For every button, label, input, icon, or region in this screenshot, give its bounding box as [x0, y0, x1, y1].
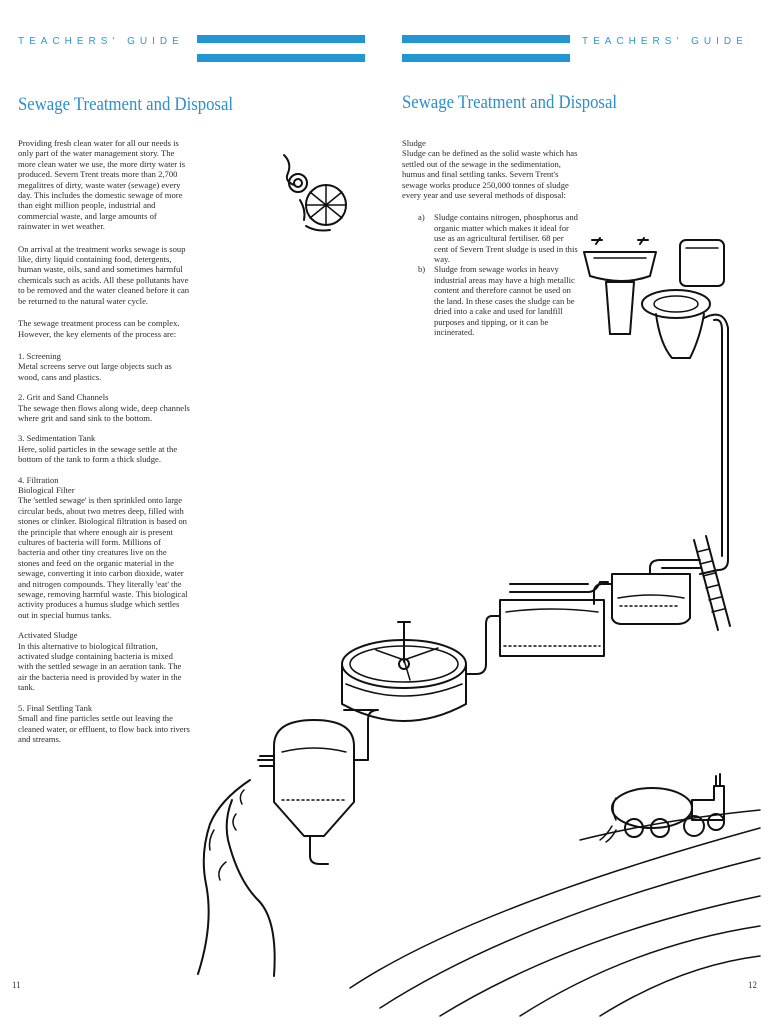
- step-text: The 'settled sewage' is then sprinkled onto large circular beds, about two metres deep, filled with stones or clinker. Biological filtration is based on the principle that where enough air is present cultures of bacteria will form. Millions of bacteria and other tiny creatures live on the stones and feed on the organic material in the sewage, converting it into carbon dioxide, water and nitrogen compounds. They literally 'eat' the sewage, removing harmful waste. This biological activity produces a humus sludge which settles out in special humus tanks.: [18, 495, 188, 620]
- step-text: Metal screens serve out large objects such as wood, cans and plastics.: [18, 361, 172, 382]
- left-page-number: 11: [12, 980, 21, 990]
- screen-grid-icon: [694, 536, 730, 630]
- step-heading: 3. Sedimentation Tank: [18, 433, 96, 444]
- sludge-paragraph: Sludge can be defined as the solid waste which has settled out of the sewage in the sedimentation, humus and final settling tanks. Severn Trent's sewage works produce 250,000 tonnes of sludge every year and use several methods of disposal:: [402, 148, 578, 201]
- step-heading: Activated Sludge: [18, 630, 78, 641]
- biological-filter: [342, 622, 466, 721]
- field-furrows: [350, 810, 760, 1016]
- sludge-heading: Sludge: [402, 138, 426, 148]
- step-subheading: Biological Filter: [18, 484, 75, 495]
- list-marker: a): [418, 212, 425, 223]
- step-heading: 5. Final Settling Tank: [18, 702, 93, 713]
- sedimentation-tank: [258, 710, 378, 864]
- list-item-text: Sludge from sewage works in heavy industrial areas may have a high metallic content and therefore cannot be used on the land. In these cases the sludge can be dried into a cake and used for landfill purposes and tipping, or it can be incinerated.: [434, 264, 575, 337]
- right-page-title: Sewage Treatment and Disposal: [402, 92, 618, 113]
- intro-paragraph-3: The sewage treatment process can be complex. However, the key elements of the process are:: [18, 318, 180, 339]
- settling-tank: [466, 582, 608, 674]
- left-page-title: Sewage Treatment and Disposal: [18, 94, 234, 115]
- intro-paragraph-1: Providing fresh clean water for all our needs is only part of the water management story. The more clean water we use, the more dirty water is produced. Severn Trent treats more than 2,700 megalitres of dirty, waste water (sewage) every day. This includes the domestic sewage of more than eight million people, industrial and commercial waste, and large amounts of rainwater in wet weather.: [18, 138, 186, 232]
- step-text: The sewage then flows along wide, deep channels where grit and sand sink to the bottom.: [18, 402, 190, 423]
- step-heading: 4. Filtration: [18, 474, 59, 485]
- intro-paragraph-2: On arrival at the treatment works sewage is soup like, dirty liquid containing food, detergents, human waste, oils, sand and sometimes harmful chemicals such as acids. All these pollutants have to be removed and the water cleaned before it can be returned to the natural water cycle.: [18, 243, 190, 306]
- sink-icon: [584, 238, 656, 334]
- right-header: TEACHERS' GUIDE: [582, 36, 748, 47]
- right-page-number: 12: [748, 980, 757, 990]
- sewer-pipe: [650, 315, 728, 574]
- step-heading: 2. Grit and Sand Channels: [18, 392, 109, 403]
- step-text: Here, solid particles in the sewage settle at the bottom of the tank to form a thick sludge.: [18, 443, 178, 465]
- list-marker: b): [418, 264, 426, 275]
- list-item-text: Sludge contains nitrogen, phosphorus and organic matter which makes it ideal for use as an agricultural fertiliser. 68 per cent of Severn Trent sludge is used in this way.: [434, 212, 578, 265]
- screening-icon: [284, 155, 346, 231]
- left-header: TEACHERS' GUIDE: [18, 36, 184, 47]
- step-heading: 1. Screening: [18, 350, 61, 361]
- river-outflow: [198, 780, 275, 976]
- step-text: In this alternative to biological filtration, activated sludge containing bacteria is mixed with the settled sewage in an aeration tank. The air the bacteria need is provided by water in the tank.: [18, 640, 182, 693]
- step-text: Small and fine particles settle out leaving the cleaned water, or effluent, to flow back into rivers and streams.: [18, 713, 190, 744]
